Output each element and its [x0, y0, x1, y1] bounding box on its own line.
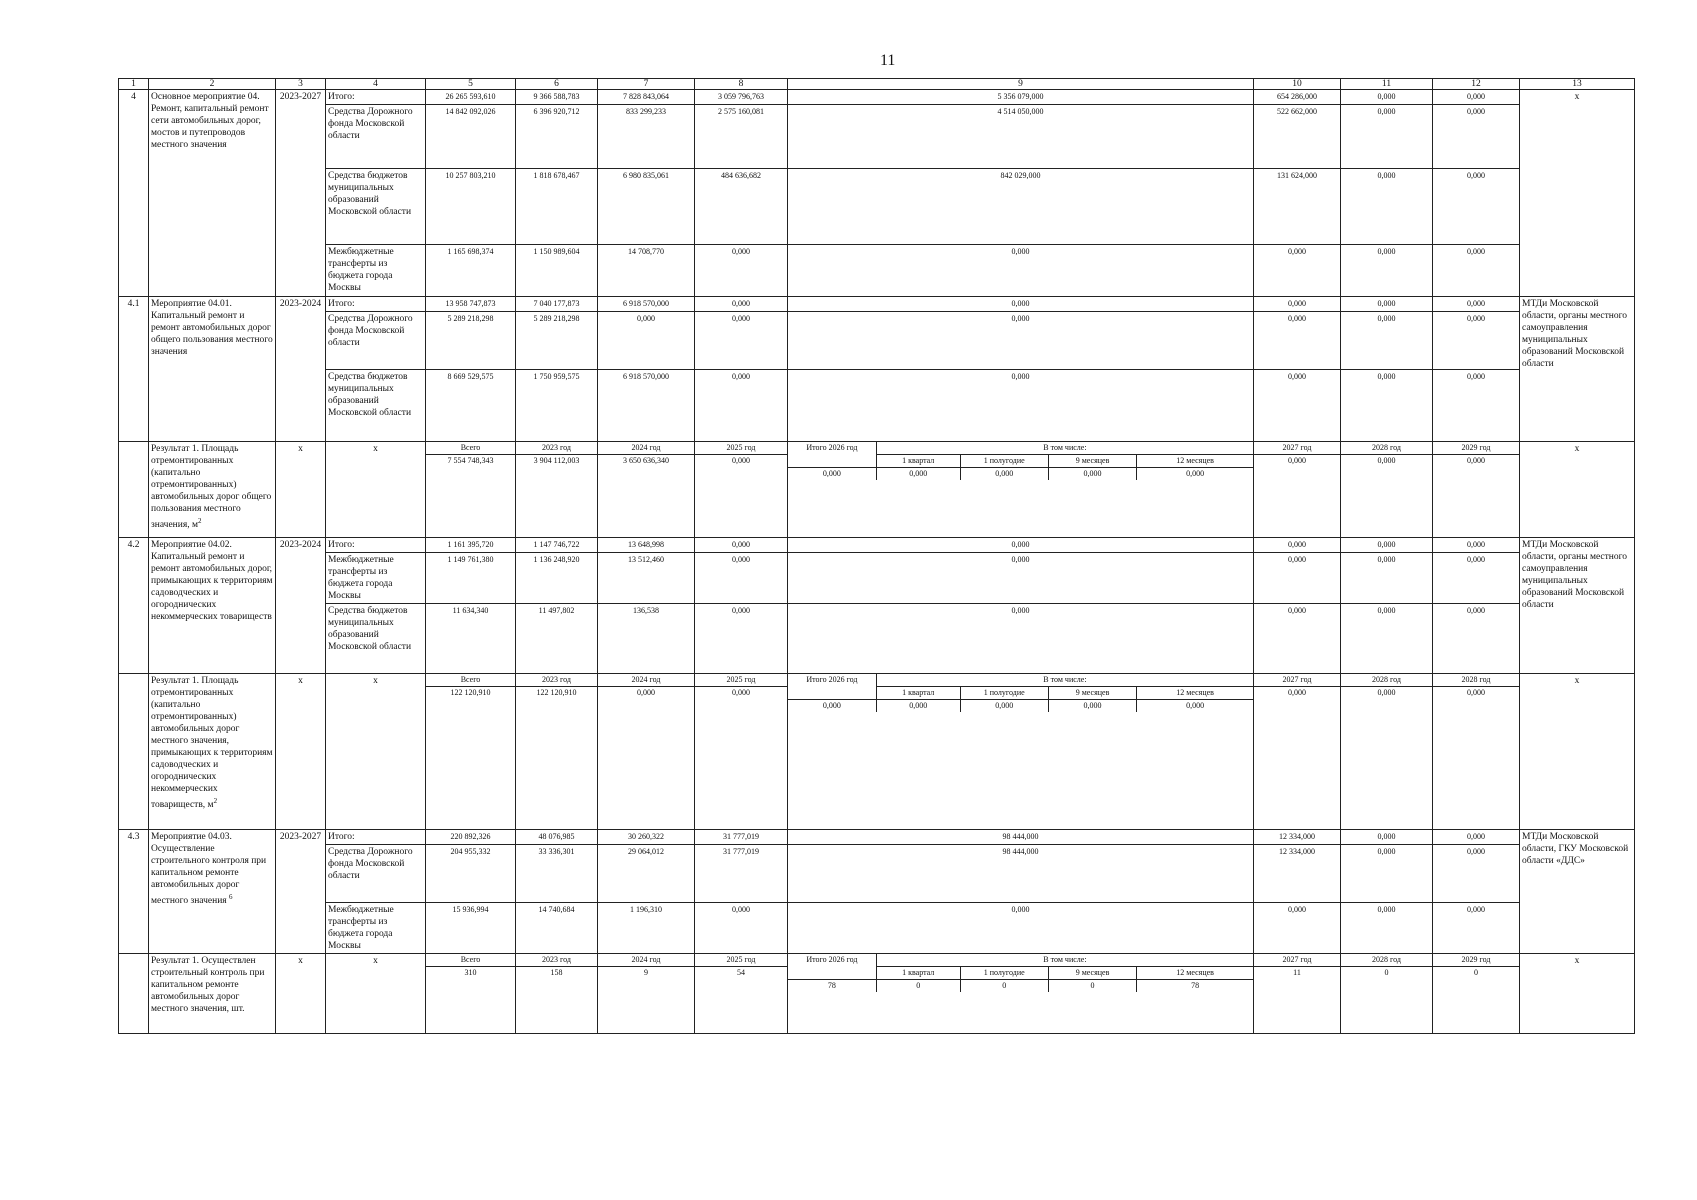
amount-y2023: 33 336,301 — [516, 845, 598, 903]
column-number: 4 — [326, 79, 426, 90]
amount-y2029: 0,000 — [1433, 903, 1520, 954]
amount-y2025: 0,000 — [695, 553, 788, 604]
funding-source: Межбюджетные трансферты из бюджета города Москвы — [326, 553, 426, 604]
amount-y2027: 0,000 — [1254, 538, 1341, 553]
finance-row — [119, 604, 1635, 674]
section-name-text: Мероприятие 04.02. Капитальный ремонт и ремонт автомобильных дорог, примыкающих к территориям садоводческих и огороднических некоммерческих товариществ — [151, 540, 273, 622]
result-value-y2024: 9 — [644, 968, 648, 977]
amount-y2029: 0,000 — [1433, 169, 1520, 245]
result-source: х — [326, 674, 426, 830]
result-number — [119, 954, 149, 1034]
result-value-y2029: 0 — [1474, 968, 1478, 977]
result-y2023-cell — [516, 442, 598, 538]
amount-y2024: 833 299,233 — [598, 105, 695, 169]
amount-total: 26 265 593,610 — [426, 90, 516, 105]
funding-source: Межбюджетные трансферты из бюджета города Москвы — [326, 245, 426, 297]
result-head-m9: 9 месяцев — [1048, 687, 1136, 700]
amount-y2025: 31 777,019 — [695, 845, 788, 903]
section-name — [149, 90, 276, 297]
result-y2023-cell — [516, 954, 598, 1034]
result-value-y2028: 0 — [1384, 968, 1389, 977]
section-number: 4.3 — [119, 830, 149, 954]
result-head-q1: 1 квартал — [876, 455, 960, 468]
amount-y2029: 0,000 — [1433, 830, 1520, 845]
amount-y2025: 0,000 — [695, 297, 788, 312]
amount-y2025: 484 636,682 — [695, 169, 788, 245]
result-y2025-cell — [695, 442, 788, 538]
result-name-text: Результат 1. Площадь отремонтированных (капитально отремонтированных) автомобильных дорог местного значения, примыкающих к территориям садоводческих и огороднических некоммерческих товариществ, м — [151, 676, 273, 811]
amount-y2029: 0,000 — [1433, 370, 1520, 442]
result-value-y2027: 0,000 — [1288, 456, 1306, 465]
result-period: х — [276, 442, 326, 538]
result-head-y2029: 2029 год — [1433, 954, 1519, 967]
amount-y2026: 4 514 050,000 — [788, 105, 1254, 169]
result-y2024-cell — [598, 674, 695, 830]
amount-y2029: 0,000 — [1433, 845, 1520, 903]
amount-y2023: 14 740,684 — [516, 903, 598, 954]
section-number: 4.2 — [119, 538, 149, 674]
result-head-y2027: 2027 год — [1254, 442, 1340, 455]
amount-y2023: 1 136 248,920 — [516, 553, 598, 604]
result-y2028-cell — [1341, 674, 1433, 830]
result-y2028-cell — [1341, 442, 1433, 538]
amount-y2027: 0,000 — [1254, 604, 1341, 674]
amount-y2025: 0,000 — [695, 538, 788, 553]
result-value-h1: 0 — [960, 980, 1048, 993]
column-number: 7 — [598, 79, 695, 90]
result-value-total: 7 554 748,343 — [447, 456, 494, 465]
result-head-y2026: Итого 2026 год — [788, 442, 876, 468]
result-2026-cell — [788, 442, 1254, 538]
unit-superscript: 2 — [213, 797, 218, 805]
amount-y2026: 0,000 — [788, 370, 1254, 442]
amount-y2024: 13 512,460 — [598, 553, 695, 604]
column-number: 12 — [1433, 79, 1520, 90]
result-y2029-cell — [1433, 674, 1520, 830]
result-name — [149, 674, 276, 830]
result-y2027-cell — [1254, 674, 1341, 830]
result-executor: х — [1520, 674, 1635, 830]
finance-row — [119, 845, 1635, 903]
amount-y2028: 0,000 — [1341, 169, 1433, 245]
result-2026-cell — [788, 674, 1254, 830]
amount-y2025: 0,000 — [695, 245, 788, 297]
result-head-y2028: 2028 год — [1341, 954, 1432, 967]
amount-y2028: 0,000 — [1341, 538, 1433, 553]
amount-y2026: 842 029,000 — [788, 169, 1254, 245]
result-y2027-cell — [1254, 954, 1341, 1034]
funding-source: Итого: — [326, 830, 426, 845]
result-head-y2027: 2027 год — [1254, 954, 1340, 967]
funding-source: Средства Дорожного фонда Московской области — [326, 105, 426, 169]
result-executor: х — [1520, 954, 1635, 1034]
amount-y2025: 3 059 796,763 — [695, 90, 788, 105]
amount-y2026: 0,000 — [788, 245, 1254, 297]
amount-y2024: 0,000 — [598, 312, 695, 370]
result-period: х — [276, 954, 326, 1034]
amount-total: 220 892,326 — [426, 830, 516, 845]
result-head-y2029: 2029 год — [1433, 442, 1519, 455]
result-head-y2026: Итого 2026 год — [788, 954, 876, 980]
result-head-including: В том числе: — [876, 954, 1253, 967]
finance-row — [119, 903, 1635, 954]
funding-source: Средства бюджетов муниципальных образований Московской области — [326, 604, 426, 674]
amount-total: 11 634,340 — [426, 604, 516, 674]
result-y2029-cell — [1433, 442, 1520, 538]
result-value-y2025: 54 — [737, 968, 745, 977]
section-period: 2023-2027 — [276, 90, 326, 297]
program-table — [118, 78, 1635, 1034]
finance-row — [119, 312, 1635, 370]
amount-y2024: 136,538 — [598, 604, 695, 674]
amount-y2027: 654 286,000 — [1254, 90, 1341, 105]
amount-y2029: 0,000 — [1433, 538, 1520, 553]
result-value-y2028: 0,000 — [1377, 688, 1396, 697]
amount-y2024: 13 648,998 — [598, 538, 695, 553]
result-value-y2023: 122 120,910 — [536, 688, 577, 697]
result-head-y2028: 2028 год — [1341, 442, 1432, 455]
amount-y2027: 0,000 — [1254, 312, 1341, 370]
amount-y2027: 0,000 — [1254, 297, 1341, 312]
result-name-text: Результат 1. Площадь отремонтированных (капитально отремонтированных) автомобильных дорог общего пользования местного значения, м — [151, 444, 272, 531]
column-number: 10 — [1254, 79, 1341, 90]
section-name-text: Мероприятие 04.01. Капитальный ремонт и ремонт автомобильных дорог общего пользования местного значения — [151, 299, 273, 357]
result-value-y2026: 78 — [788, 980, 876, 993]
section-name-text: Мероприятие 04.03. Осуществление строительного контроля при капитальном ремонте автомобильных дорог местного значения — [151, 832, 267, 907]
result-head-h1: 1 полугодие — [960, 455, 1048, 468]
amount-total: 5 289 218,298 — [426, 312, 516, 370]
result-value-m12: 78 — [1191, 981, 1200, 990]
result-y2028-cell — [1341, 954, 1433, 1034]
amount-total: 1 149 761,380 — [426, 553, 516, 604]
amount-y2024: 1 196,310 — [598, 903, 695, 954]
amount-y2024: 30 260,322 — [598, 830, 695, 845]
column-number-row — [119, 79, 1635, 90]
amount-y2026: 98 444,000 — [788, 830, 1254, 845]
result-head-y2025: 2025 год — [695, 674, 787, 687]
result-value-q1: 0,000 — [876, 700, 960, 713]
result-value-y2026: 0,000 — [788, 468, 876, 481]
result-head-y2023: 2023 год — [516, 442, 597, 455]
amount-y2028: 0,000 — [1341, 830, 1433, 845]
section-period: 2023-2024 — [276, 297, 326, 442]
result-value-total: 310 — [464, 968, 477, 977]
amount-total: 13 958 747,873 — [426, 297, 516, 312]
amount-y2029: 0,000 — [1433, 105, 1520, 169]
result-head-y2024: 2024 год — [598, 674, 694, 687]
column-number: 6 — [516, 79, 598, 90]
result-number — [119, 674, 149, 830]
amount-y2025: 0,000 — [695, 903, 788, 954]
amount-y2025: 2 575 160,081 — [695, 105, 788, 169]
result-row — [119, 442, 1635, 538]
section-name — [149, 538, 276, 674]
result-value-total: 122 120,910 — [450, 688, 491, 697]
result-number — [119, 442, 149, 538]
amount-y2025: 0,000 — [695, 312, 788, 370]
section-name — [149, 297, 276, 442]
amount-y2026: 0,000 — [788, 538, 1254, 553]
result-row — [119, 954, 1635, 1034]
result-head-including: В том числе: — [876, 442, 1253, 455]
amount-y2026: 0,000 — [788, 604, 1254, 674]
amount-y2023: 1 750 959,575 — [516, 370, 598, 442]
result-value-m12: 0,000 — [1186, 469, 1205, 478]
funding-source: Средства бюджетов муниципальных образований Московской области — [326, 370, 426, 442]
amount-total: 15 936,994 — [426, 903, 516, 954]
result-value-y2025: 0,000 — [732, 456, 750, 465]
amount-y2024: 7 828 843,064 — [598, 90, 695, 105]
amount-y2026: 98 444,000 — [788, 845, 1254, 903]
section-name-text: Основное мероприятие 04. Ремонт, капитальный ремонт сети автомобильных дорог, мостов и путепроводов местного значения — [151, 92, 269, 150]
amount-y2028: 0,000 — [1341, 105, 1433, 169]
result-value-y2026: 0,000 — [788, 700, 876, 713]
amount-y2023: 11 497,802 — [516, 604, 598, 674]
result-value-m9: 0 — [1048, 980, 1136, 993]
funding-source: Итого: — [326, 538, 426, 553]
amount-y2028: 0,000 — [1341, 553, 1433, 604]
result-total-cell — [426, 954, 516, 1034]
amount-y2028: 0,000 — [1341, 312, 1433, 370]
result-source: х — [326, 442, 426, 538]
amount-y2029: 0,000 — [1433, 553, 1520, 604]
result-value-m12: 0,000 — [1186, 701, 1205, 710]
amount-y2023: 1 147 746,722 — [516, 538, 598, 553]
amount-y2024: 29 064,012 — [598, 845, 695, 903]
result-head-total: Всего — [426, 954, 515, 967]
amount-y2025: 0,000 — [695, 370, 788, 442]
amount-y2023: 6 396 920,712 — [516, 105, 598, 169]
result-period: х — [276, 674, 326, 830]
amount-y2029: 0,000 — [1433, 297, 1520, 312]
amount-y2028: 0,000 — [1341, 297, 1433, 312]
result-head-q1: 1 квартал — [876, 967, 960, 980]
amount-y2028: 0,000 — [1341, 370, 1433, 442]
column-number: 11 — [1341, 79, 1433, 90]
funding-source: Средства Дорожного фонда Московской области — [326, 312, 426, 370]
result-head-y2025: 2025 год — [695, 442, 787, 455]
result-value-y2025: 0,000 — [732, 688, 750, 697]
column-number: 9 — [788, 79, 1254, 90]
funding-source: Средства бюджетов муниципальных образований Московской области — [326, 169, 426, 245]
amount-y2027: 0,000 — [1254, 903, 1341, 954]
amount-y2024: 14 708,770 — [598, 245, 695, 297]
result-total-cell — [426, 442, 516, 538]
result-head-q1: 1 квартал — [876, 687, 960, 700]
result-value-y2029: 0,000 — [1467, 688, 1485, 697]
result-value-m9: 0,000 — [1048, 700, 1136, 713]
column-number: 13 — [1520, 79, 1635, 90]
result-head-y2023: 2023 год — [516, 954, 597, 967]
funding-source: Итого: — [326, 297, 426, 312]
result-name — [149, 954, 276, 1034]
result-value-h1: 0,000 — [960, 700, 1048, 713]
result-value-y2029: 0,000 — [1467, 456, 1485, 465]
result-y2023-cell — [516, 674, 598, 830]
finance-row — [119, 553, 1635, 604]
amount-y2028: 0,000 — [1341, 245, 1433, 297]
amount-y2025: 31 777,019 — [695, 830, 788, 845]
result-head-y2024: 2024 год — [598, 442, 694, 455]
amount-y2023: 5 289 218,298 — [516, 312, 598, 370]
amount-y2023: 9 366 588,783 — [516, 90, 598, 105]
result-head-y2024: 2024 год — [598, 954, 694, 967]
footnote-mark: 6 — [229, 893, 233, 901]
section-executor: МТДи Московской области, ГКУ Московской области «ДДС» — [1520, 830, 1635, 954]
column-number: 2 — [149, 79, 276, 90]
result-y2027-cell — [1254, 442, 1341, 538]
result-y2025-cell — [695, 954, 788, 1034]
finance-row — [119, 370, 1635, 442]
amount-y2029: 0,000 — [1433, 90, 1520, 105]
amount-y2027: 0,000 — [1254, 553, 1341, 604]
result-head-including: В том числе: — [876, 674, 1253, 687]
funding-source: Межбюджетные трансферты из бюджета города Москвы — [326, 903, 426, 954]
result-value-h1: 0,000 — [960, 468, 1048, 481]
result-head-m12: 12 месяцев — [1137, 967, 1253, 980]
result-name — [149, 442, 276, 538]
result-value-q1: 0 — [876, 980, 960, 993]
result-value-y2023: 3 904 112,003 — [533, 456, 580, 465]
section-executor: х — [1520, 90, 1635, 297]
result-name-text: Результат 1. Осуществлен строительный контроль при капитальном ремонте автомобильных дорог местного значения, шт. — [151, 956, 265, 1014]
amount-y2026: 5 356 079,000 — [788, 90, 1254, 105]
section-number: 4 — [119, 90, 149, 297]
result-head-h1: 1 полугодие — [960, 687, 1048, 700]
section-name — [149, 830, 276, 954]
amount-y2028: 0,000 — [1341, 604, 1433, 674]
result-head-m12: 12 месяцев — [1137, 687, 1253, 700]
amount-y2024: 6 918 570,000 — [598, 370, 695, 442]
result-head-h1: 1 полугодие — [960, 967, 1048, 980]
result-value-q1: 0,000 — [876, 468, 960, 481]
amount-y2027: 0,000 — [1254, 370, 1341, 442]
result-value-y2027: 0,000 — [1288, 688, 1306, 697]
result-value-y2023: 158 — [550, 968, 563, 977]
result-head-total: Всего — [426, 442, 515, 455]
amount-total: 1 161 395,720 — [426, 538, 516, 553]
amount-y2029: 0,000 — [1433, 312, 1520, 370]
amount-total: 8 669 529,575 — [426, 370, 516, 442]
result-head-y2026: Итого 2026 год — [788, 674, 876, 700]
finance-row — [119, 245, 1635, 297]
finance-row — [119, 297, 1635, 312]
amount-y2026: 0,000 — [788, 553, 1254, 604]
amount-y2024: 6 980 835,061 — [598, 169, 695, 245]
result-y2024-cell — [598, 954, 695, 1034]
result-2026-cell — [788, 954, 1254, 1034]
amount-y2025: 0,000 — [695, 604, 788, 674]
amount-y2026: 0,000 — [788, 903, 1254, 954]
amount-y2023: 1 818 678,467 — [516, 169, 598, 245]
amount-y2027: 522 662,000 — [1254, 105, 1341, 169]
amount-y2027: 0,000 — [1254, 245, 1341, 297]
finance-row — [119, 105, 1635, 169]
result-y2029-cell — [1433, 954, 1520, 1034]
result-head-y2023: 2023 год — [516, 674, 597, 687]
finance-row — [119, 90, 1635, 105]
amount-y2023: 1 150 989,604 — [516, 245, 598, 297]
amount-total: 204 955,332 — [426, 845, 516, 903]
finance-row — [119, 169, 1635, 245]
result-source: х — [326, 954, 426, 1034]
result-head-y2028: 2028 год — [1341, 674, 1432, 687]
result-value-y2027: 11 — [1293, 968, 1301, 977]
result-row — [119, 674, 1635, 830]
funding-source: Итого: — [326, 90, 426, 105]
amount-y2029: 0,000 — [1433, 604, 1520, 674]
section-period: 2023-2024 — [276, 538, 326, 674]
result-head-m12: 12 месяцев — [1137, 455, 1253, 468]
finance-row — [119, 830, 1635, 845]
column-number: 8 — [695, 79, 788, 90]
amount-y2024: 6 918 570,000 — [598, 297, 695, 312]
amount-y2028: 0,000 — [1341, 90, 1433, 105]
result-head-y2027: 2027 год — [1254, 674, 1340, 687]
result-head-m9: 9 месяцев — [1048, 455, 1136, 468]
amount-y2028: 0,000 — [1341, 903, 1433, 954]
column-number: 3 — [276, 79, 326, 90]
amount-y2027: 12 334,000 — [1254, 845, 1341, 903]
amount-total: 10 257 803,210 — [426, 169, 516, 245]
result-head-m9: 9 месяцев — [1048, 967, 1136, 980]
amount-y2027: 12 334,000 — [1254, 830, 1341, 845]
result-head-y2029: 2028 год — [1433, 674, 1519, 687]
section-period: 2023-2027 — [276, 830, 326, 954]
result-value-y2024: 3 650 636,340 — [623, 456, 669, 465]
amount-total: 1 165 698,374 — [426, 245, 516, 297]
result-value-y2024: 0,000 — [637, 688, 655, 697]
amount-y2026: 0,000 — [788, 297, 1254, 312]
amount-y2028: 0,000 — [1341, 845, 1433, 903]
section-executor: МТДи Московской области, органы местного самоуправления муниципальных образований Московской области — [1520, 297, 1635, 442]
result-y2024-cell — [598, 442, 695, 538]
unit-superscript: 2 — [197, 517, 202, 525]
amount-total: 14 842 092,026 — [426, 105, 516, 169]
finance-row — [119, 538, 1635, 553]
result-executor: х — [1520, 442, 1635, 538]
amount-y2023: 7 040 177,873 — [516, 297, 598, 312]
funding-source: Средства Дорожного фонда Московской области — [326, 845, 426, 903]
column-number: 5 — [426, 79, 516, 90]
amount-y2029: 0,000 — [1433, 245, 1520, 297]
section-executor: МТДи Московской области, органы местного самоуправления муниципальных образований Московской области — [1520, 538, 1635, 674]
result-head-y2025: 2025 год — [695, 954, 787, 967]
amount-y2026: 0,000 — [788, 312, 1254, 370]
amount-y2023: 48 076,985 — [516, 830, 598, 845]
page-number: 11 — [880, 52, 896, 69]
result-total-cell — [426, 674, 516, 830]
amount-y2027: 131 624,000 — [1254, 169, 1341, 245]
section-number: 4.1 — [119, 297, 149, 442]
result-head-total: Всего — [426, 674, 515, 687]
result-y2025-cell — [695, 674, 788, 830]
result-value-m9: 0,000 — [1048, 468, 1136, 481]
result-value-y2028: 0,000 — [1377, 456, 1396, 465]
column-number: 1 — [119, 79, 149, 90]
